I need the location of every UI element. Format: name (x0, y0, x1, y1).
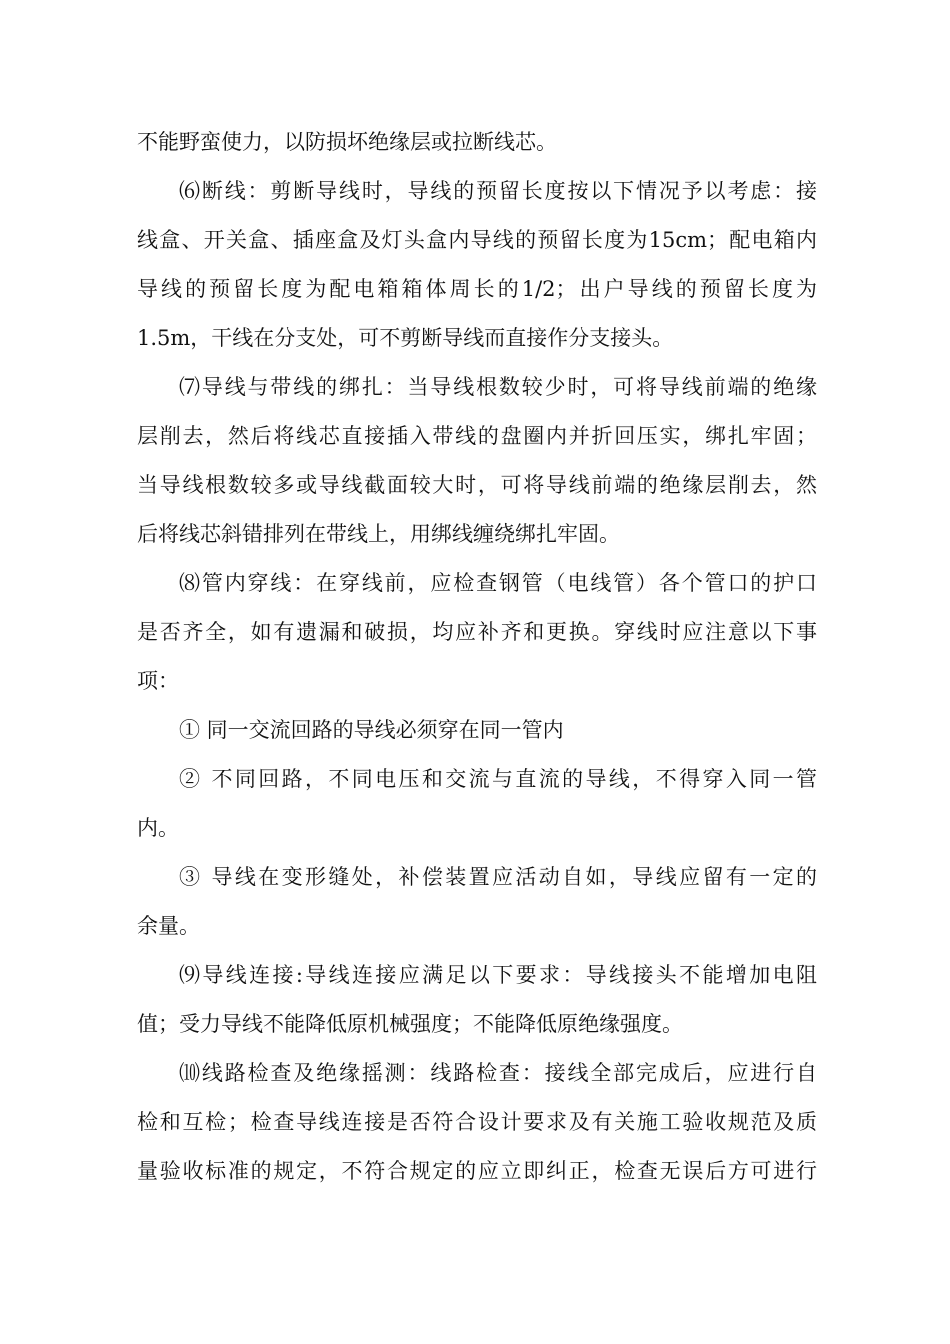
text-line: 导线的预留长度为配电箱箱体周长的1/2；出户导线的预留长度为 (137, 277, 817, 301)
text-line: 不能野蛮使力，以防损坏绝缘层或拉断线芯。 (137, 130, 557, 154)
text-line: 项： (137, 669, 179, 693)
text-line: 层削去，然后将线芯直接插入带线的盘圈内并折回压实，绑扎牢固； (137, 424, 817, 448)
text-line: ⑺导线与带线的绑扎：当导线根数较少时，可将导线前端的绝缘 (179, 375, 817, 399)
text-line: 是否齐全，如有遗漏和破损，均应补齐和更换。穿线时应注意以下事 (137, 620, 817, 644)
text-line: ③ 导线在变形缝处，补偿装置应活动自如，导线应留有一定的 (179, 865, 817, 889)
text-line: 值；受力导线不能降低原机械强度；不能降低原绝缘强度。 (137, 1012, 683, 1036)
text-line: 检和互检；检查导线连接是否符合设计要求及有关施工验收规范及质 (137, 1110, 817, 1134)
text-line: ⑽线路检查及绝缘摇测：线路检查：接线全部完成后，应进行自 (179, 1061, 817, 1085)
text-line: ① 同一交流回路的导线必须穿在同一管内 (179, 718, 564, 742)
text-line: ⑼导线连接:导线连接应满足以下要求：导线接头不能增加电阻 (179, 963, 817, 987)
text-line: 当导线根数较多或导线截面较大时，可将导线前端的绝缘层削去，然 (137, 473, 817, 497)
text-line: 内。 (137, 816, 179, 840)
text-line: 1.5m，干线在分支处，可不剪断导线而直接作分支接头。 (137, 326, 674, 350)
document-body (137, 118, 817, 1196)
text-line: 余量。 (137, 914, 200, 938)
text-line: 后将线芯斜错排列在带线上，用绑线缠绕绑扎牢固。 (137, 522, 620, 546)
text-line: ② 不同回路，不同电压和交流与直流的导线，不得穿入同一管 (179, 767, 817, 791)
text-line: 量验收标准的规定，不符合规定的应立即纠正，检查无误后方可进行 (137, 1159, 817, 1183)
text-line: ⑹断线：剪断导线时，导线的预留长度按以下情况予以考虑：接 (179, 179, 817, 203)
text-line: 线盒、开关盒、插座盒及灯头盒内导线的预留长度为15cm；配电箱内 (137, 228, 817, 252)
text-line: ⑻管内穿线：在穿线前，应检查钢管（电线管）各个管口的护口 (179, 571, 817, 595)
